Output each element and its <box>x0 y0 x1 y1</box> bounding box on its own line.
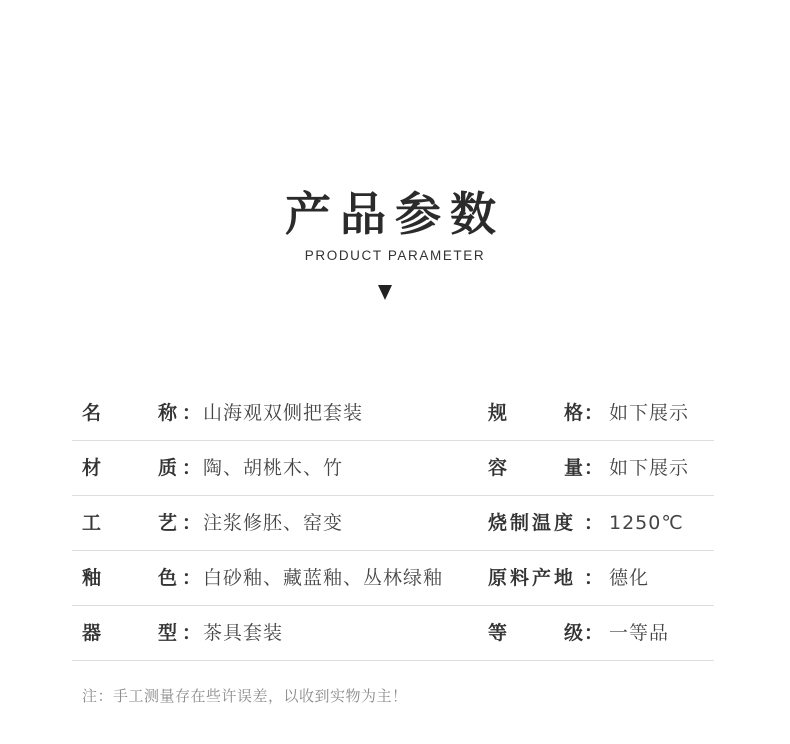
param-label: 烧制温度 <box>488 512 577 534</box>
page-subtitle: PRODUCT PARAMETER <box>304 248 486 263</box>
param-label-part: 容 <box>488 457 508 479</box>
param-value: 1250℃ <box>609 512 684 534</box>
param-colon: ： <box>584 512 604 534</box>
param-label-part: 规 <box>488 402 508 424</box>
param-label-part: 名 <box>82 402 102 424</box>
param-colon: ： <box>182 402 202 424</box>
param-label-part: 量 <box>564 457 584 479</box>
param-label-part: 称 <box>158 402 178 424</box>
footnote: 注：手工测量存在些许误差，以收到实物为主！ <box>82 687 408 705</box>
param-colon: ： <box>584 622 604 644</box>
param-colon: ： <box>584 402 604 424</box>
param-colon: ： <box>182 512 202 534</box>
param-label-part: 釉 <box>82 567 102 589</box>
param-value: 茶具套装 <box>203 622 284 644</box>
param-value: 白砂釉、藏蓝釉、丛林绿釉 <box>203 567 444 589</box>
param-colon: ： <box>182 457 202 479</box>
parameter-table <box>72 386 714 661</box>
param-label-part: 器 <box>82 622 102 644</box>
param-colon: ： <box>584 457 604 479</box>
param-colon: ： <box>584 567 604 589</box>
param-label-part: 格 <box>564 402 584 424</box>
param-value: 如下展示 <box>609 457 690 479</box>
param-label-part: 等 <box>488 622 508 644</box>
param-value: 陶、胡桃木、竹 <box>203 457 344 479</box>
param-colon: ： <box>182 622 202 644</box>
param-colon: ： <box>182 567 202 589</box>
param-label-part: 艺 <box>158 512 178 534</box>
table-row <box>72 496 714 551</box>
down-arrow-icon <box>378 285 392 300</box>
page-title: 产品参数 <box>285 187 505 241</box>
param-label-part: 工 <box>82 512 102 534</box>
param-value: 如下展示 <box>609 402 690 424</box>
table-row <box>72 606 714 661</box>
param-value: 德化 <box>609 567 650 589</box>
param-label-part: 质 <box>158 457 178 479</box>
table-row <box>72 441 714 496</box>
param-value: 一等品 <box>609 622 670 644</box>
param-value: 山海观双侧把套装 <box>203 402 364 424</box>
param-label-part: 级 <box>564 622 584 644</box>
param-label-part: 色 <box>158 567 178 589</box>
param-label: 原料产地 <box>488 567 577 589</box>
table-row <box>72 551 714 606</box>
param-label-part: 型 <box>158 622 178 644</box>
table-row <box>72 386 714 441</box>
param-value: 注浆修胚、窑变 <box>203 512 344 534</box>
param-label-part: 材 <box>82 457 102 479</box>
